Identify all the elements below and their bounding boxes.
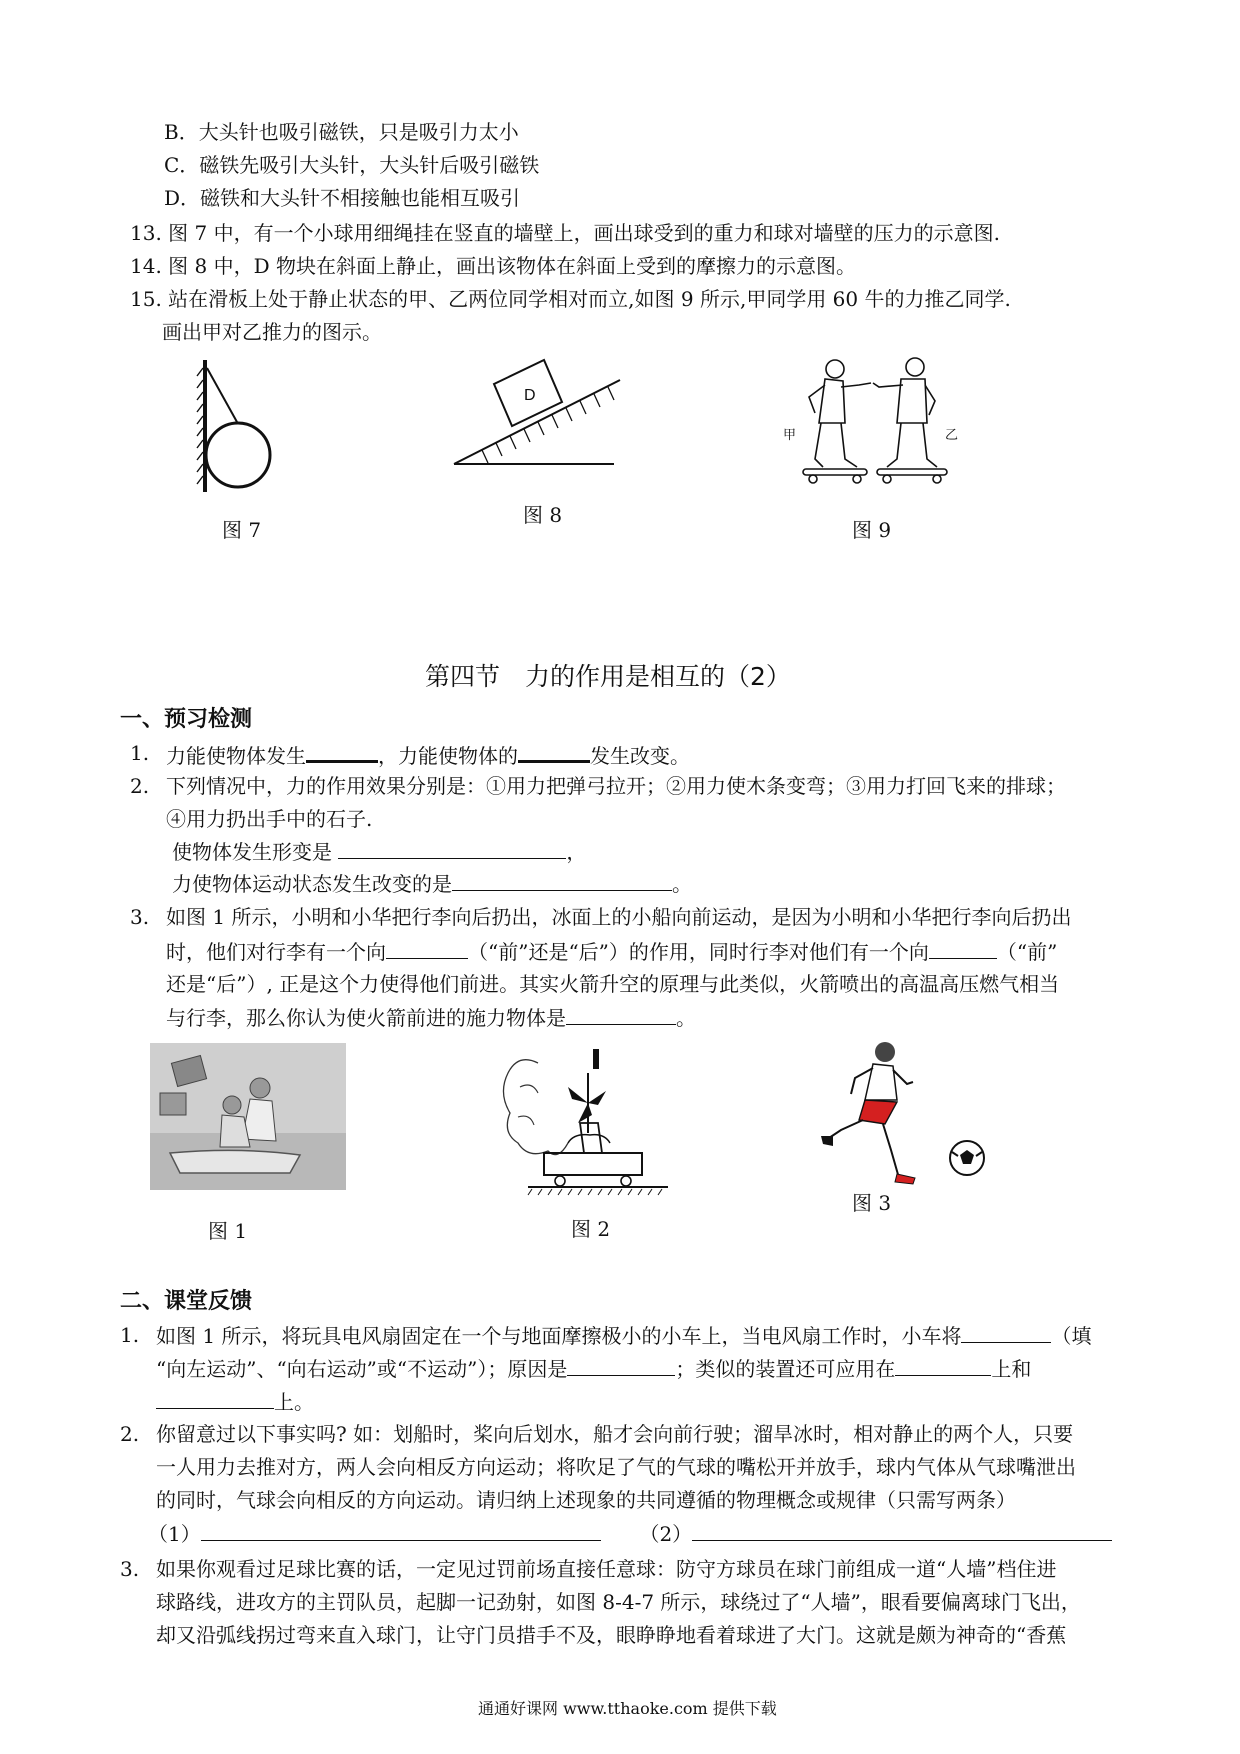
p1-q3-line4 — [166, 1002, 696, 1033]
p2-q1-line3 — [156, 1386, 314, 1417]
figure-8-block-on-slope — [452, 352, 622, 472]
p2-q1-line3-end: 上。 — [274, 1390, 314, 1414]
p2-q2-answers — [148, 1518, 1112, 1549]
p1-q3-line2-text-b: （“前”还是“后”）的作用，同时行李对他们有一个向 — [468, 940, 929, 964]
figure-1-boat-photo — [150, 1043, 346, 1190]
p2-q2-number: 2. — [120, 1422, 140, 1446]
question-15-line1: 15. 站在滑板上处于静止状态的甲、乙两位同学相对而立,如图 9 所示,甲同学用 60 牛的力推乙同学. — [130, 287, 1011, 311]
question-14: 14. 图 8 中，D 物块在斜面上静止，画出该物体在斜面上受到的摩擦力的示意图。 — [130, 254, 856, 278]
p2-q2-blank1[interactable] — [201, 1518, 601, 1541]
p2-q1-blank4[interactable] — [156, 1386, 274, 1409]
p1-q2-line3-end: ， — [566, 840, 587, 864]
p1-q3-number: 3. — [130, 905, 150, 929]
footer-credit: 通通好课网 www.tthaoke.com 提供下载 — [478, 1699, 777, 1718]
p2-q1-line2 — [156, 1353, 1031, 1384]
figure-9-caption: 图 9 — [852, 518, 892, 542]
figure-3-soccer-player — [815, 1038, 990, 1193]
figure-2-fan-cart — [498, 1043, 673, 1203]
p1-q2-line1: 下列情况中，力的作用效果分别是：①用力把弹弓拉开；②用力使木条变弯；③用力打回飞来的排球； — [166, 774, 1066, 798]
p1-q1-blank2[interactable] — [518, 738, 590, 763]
part1-heading: 一、预习检测 — [120, 707, 253, 732]
label-jia: 甲 — [783, 428, 797, 443]
p1-q3-line3: 还是“后”）, 正是这个力使得他们前进。其实火箭升空的原理与此类似，火箭喷出的高温高压燃气相当 — [166, 972, 1060, 996]
question-13: 13. 图 7 中，有一个小球用细绳挂在竖直的墙壁上，画出球受到的重力和球对墙壁的压力的示意图. — [130, 221, 1000, 245]
p1-q2-number: 2. — [130, 774, 150, 798]
p1-q3-blank1[interactable] — [386, 936, 468, 959]
p2-q1-line2-text-b: ；类似的装置还可应用在 — [675, 1357, 896, 1381]
option-c: C．磁铁先吸引大头针，大头针后吸引磁铁 — [164, 153, 540, 177]
p2-q2-label1: （1） — [148, 1522, 201, 1546]
p1-q3-line2 — [166, 936, 1057, 967]
p1-q2-blank1[interactable] — [338, 836, 566, 859]
p2-q3-line3: 却又沿弧线拐过弯来直入球门，让守门员措手不及，眼睁睁地看着球进了大门。这就是颇为神奇的“香蕉 — [156, 1623, 1067, 1647]
figure-2-caption: 图 2 — [571, 1217, 611, 1241]
p1-q3-line2-text-c: （“前” — [996, 940, 1058, 964]
p2-q1-blank1[interactable] — [961, 1320, 1051, 1343]
p2-q2-line2: 一人用力去推对方，两人会向相反方向运动；将吹足了气的气球的嘴松开并放手，球内气体从气球嘴泄出 — [156, 1455, 1076, 1479]
p2-q1-blank3[interactable] — [895, 1353, 991, 1376]
p1-q2-line3 — [172, 836, 586, 867]
figure-3-caption: 图 3 — [852, 1191, 892, 1215]
p2-q1-line1 — [156, 1320, 1091, 1351]
p1-q1 — [166, 738, 690, 771]
figure-7-caption: 图 7 — [222, 518, 262, 542]
p2-q1-line1-text: 如图 1 所示，将玩具电风扇固定在一个与地面摩擦极小的小车上，当电风扇工作时，小车将 — [156, 1324, 962, 1348]
p2-q1-line2-end: 上和 — [991, 1357, 1032, 1381]
p1-q2-line4 — [172, 868, 692, 899]
label-yi: 乙 — [945, 428, 959, 443]
p2-q1-number: 1. — [120, 1323, 140, 1347]
p1-q2-line3-text: 使物体发生形变是 — [172, 840, 332, 864]
option-b: B．大头针也吸引磁铁，只是吸引力太小 — [164, 120, 519, 144]
part2-heading: 二、课堂反馈 — [120, 1289, 253, 1314]
p1-q2-line4-text: 力使物体运动状态发生改变的是 — [172, 872, 452, 896]
p1-q1-text-b: ，力能使物体的 — [378, 744, 518, 768]
question-15-line2: 画出甲对乙推力的图示。 — [162, 320, 382, 344]
p1-q3-line1: 如图 1 所示，小明和小华把行李向后扔出，冰面上的小船向前运动，是因为小明和小华把行李向后扔出 — [166, 905, 1072, 929]
p2-q2-line3: 的同时，气球会向相反的方向运动。请归纳上述现象的共同遵循的物理概念或规律（只需写两条） — [156, 1488, 1016, 1512]
p2-q2-blank2[interactable] — [692, 1518, 1112, 1541]
p1-q3-line4-text: 与行李，那么你认为使火箭前进的施力物体是 — [166, 1006, 566, 1030]
figure-8-caption: 图 8 — [523, 503, 563, 527]
p1-q3-line4-end: 。 — [676, 1006, 696, 1030]
p1-q1-text-c: 发生改变。 — [590, 744, 690, 768]
p1-q3-line2-text-a: 时，他们对行李有一个向 — [166, 940, 386, 964]
section-title: 第四节 力的作用是相互的（2） — [425, 662, 791, 691]
figure-7-ball-on-wall — [195, 360, 285, 495]
p1-q1-blank1[interactable] — [306, 738, 378, 763]
figure-1-caption: 图 1 — [208, 1219, 248, 1243]
p1-q2-blank2[interactable] — [452, 868, 672, 891]
figure-9-skateboarders — [775, 355, 965, 490]
p2-q1-line2-text-a: “向左运动”、“向右运动”或“不运动”）；原因是 — [156, 1357, 568, 1381]
p1-q3-blank2[interactable] — [929, 936, 997, 959]
p2-q3-line2: 球路线，进攻方的主罚队员，起脚一记劲射，如图 8-4-7 所示，球绕过了“人墙”，眼看要偏离球门飞出， — [156, 1590, 1081, 1614]
p2-q2-line1: 你留意过以下事实吗? 如：划船时，桨向后划水，船才会向前行驶；溜旱冰时，相对静止的两个人，只要 — [156, 1422, 1074, 1446]
p2-q3-line1: 如果你观看过足球比赛的话，一定见过罚前场直接任意球：防守方球员在球门前组成一道“人墙”档住进 — [156, 1557, 1057, 1581]
p1-q2-line2: ④用力扔出手中的石子. — [166, 807, 373, 831]
p1-q3-blank3[interactable] — [566, 1002, 676, 1025]
p2-q1-blank2[interactable] — [567, 1353, 675, 1376]
p1-q1-number: 1. — [130, 741, 150, 765]
option-d: D．磁铁和大头针不相接触也能相互吸引 — [164, 186, 521, 210]
p2-q2-label2: （2） — [639, 1522, 693, 1546]
block-d-label: D — [524, 387, 536, 404]
p2-q3-number: 3. — [120, 1557, 140, 1581]
p1-q1-text-a: 力能使物体发生 — [166, 744, 306, 768]
p1-q2-line4-end: 。 — [672, 872, 692, 896]
p2-q1-line1-end: （填 — [1051, 1324, 1092, 1348]
